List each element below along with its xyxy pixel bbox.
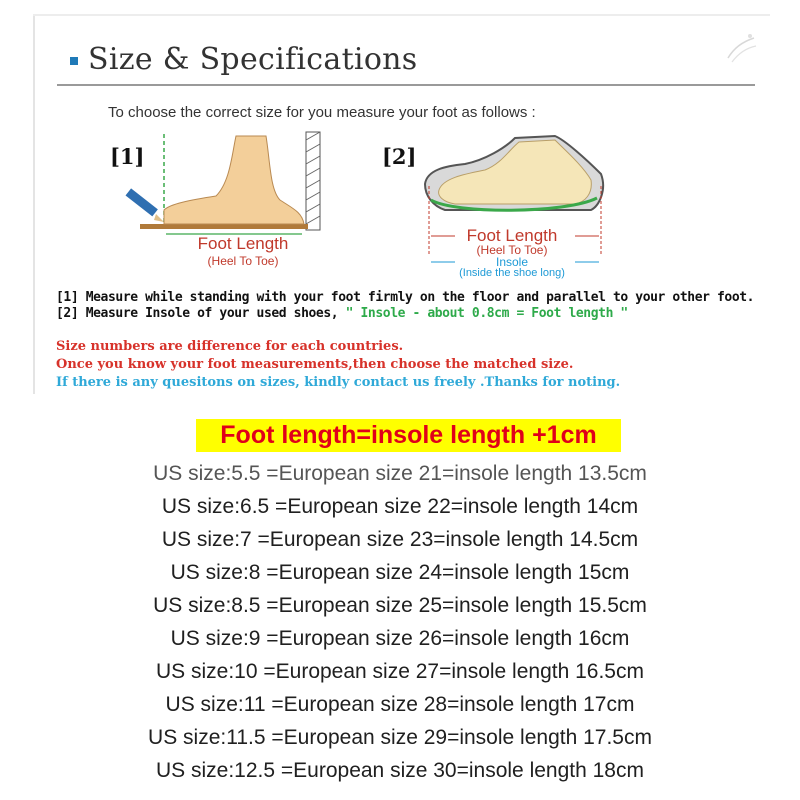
pencil-icon [126,188,164,222]
size-row: US size:6.5 =European size 22=insole length 14cm [161,495,639,518]
size-row: US size:11 =European size 28=insole length 17cm [165,693,635,716]
panel-border-top [33,14,770,16]
page-title: Size & Specifications [88,42,418,77]
figure-2-label: [2] [382,144,417,169]
size-chart-headline: Foot length=insole length +1cm [220,421,597,449]
size-row: US size:9 =European size 26=insole length 16cm [170,627,630,650]
size-note-measurements: Once you know your foot measurements,then choose the matched size. [56,357,574,372]
decorative-swirl-icon [720,28,760,68]
figure-1-label: [1] [110,144,145,169]
instruction-2-highlight: " Insole - about 0.8cm = Foot length " [345,306,628,321]
panel-border-left [33,14,35,394]
insole-label: Insole [495,255,529,269]
instruction-2-text: [2] Measure Insole of your used shoes, [56,306,346,321]
size-row: US size:10 =European size 27=insole length 16.5cm [156,660,644,683]
instruction-2 [56,306,628,321]
headline-highlight [196,419,621,452]
figure-1-sub-caption: (Heel To Toe) [207,254,279,268]
title-bullet-icon [70,57,78,65]
insole-note: (Inside the shoe long) [459,267,565,279]
measure-instructions-intro: To choose the correct size for you measure your foot as follows : [108,104,536,121]
size-row: US size:8.5 =European size 25=insole length 15.5cm [153,594,647,617]
size-chart-list [0,457,800,787]
instruction-1: [1] Measure while standing with your foot firmly on the floor and parallel to your other foot. [56,290,755,305]
size-row: US size:7 =European size 23=insole length 14.5cm [161,528,639,551]
size-row: US size:5.5 =European size 21=insole length 13.5cm [153,462,647,485]
figure-2-caption: Foot Length [466,226,558,245]
figure-1-caption: Foot Length [197,234,289,253]
size-row: US size:8 =European size 24=insole length 15cm [170,561,630,584]
figure-2-sub-caption: (Heel To Toe) [476,243,548,257]
size-row: US size:11.5 =European size 29=insole length 17.5cm [148,726,652,749]
size-note-countries: Size numbers are difference for each countries. [56,339,404,354]
title-divider [57,84,755,86]
size-row: US size:12.5 =European size 30=insole length 18cm [156,759,644,782]
size-note-contact: If there is any quesitons on sizes, kindly contact us freely .Thanks for noting. [56,375,621,390]
